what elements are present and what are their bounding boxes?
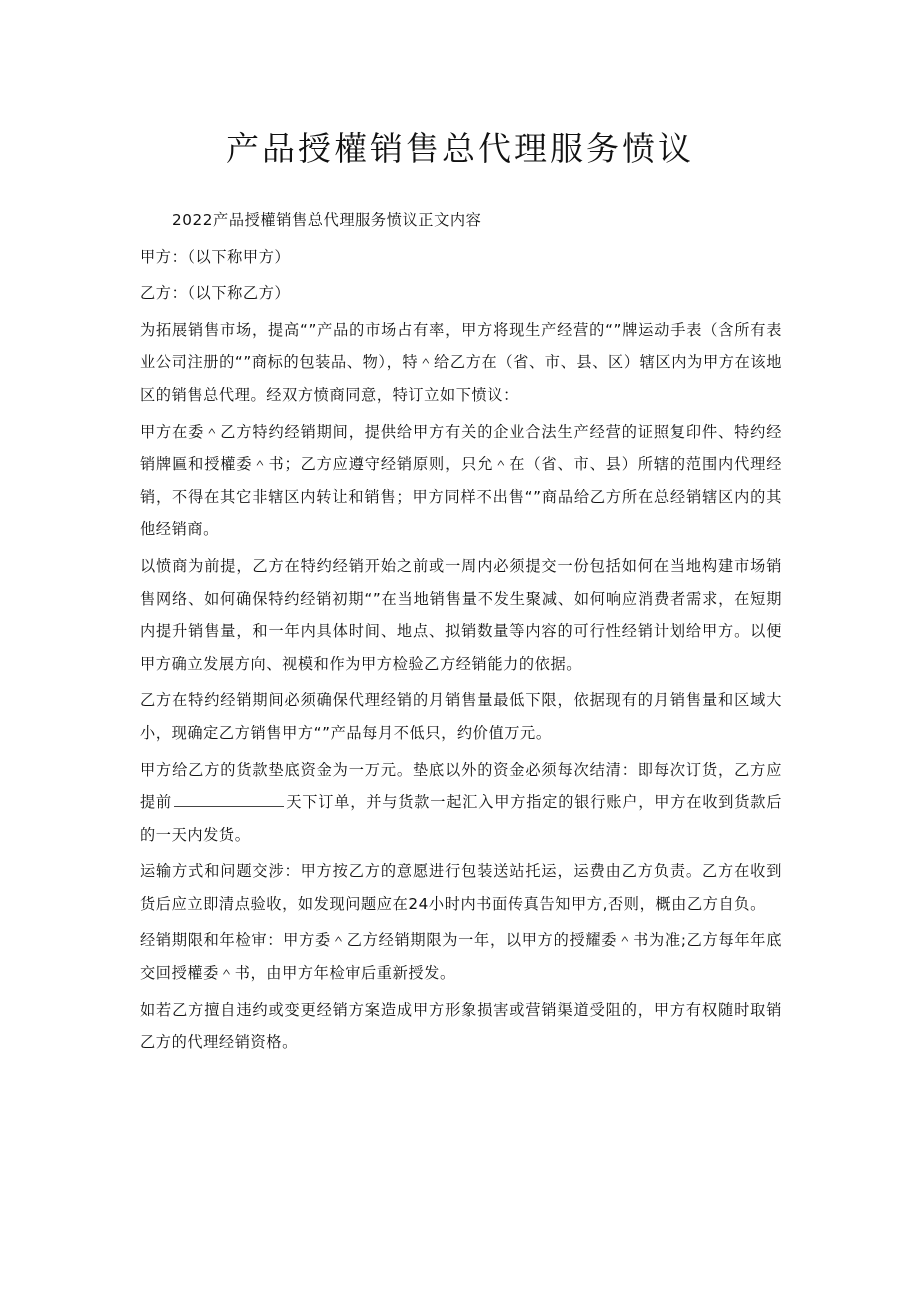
payment-text-part-2: 天下订单，并与货款一起汇入甲方指定的银行账户，甲方在收到货款后的一天内发货。	[140, 793, 782, 844]
paragraph-sales-plan: 以愤商为前提，乙方在特约经销开始之前或一周内必须提交一份包括如何在当地构建市场销售网络、如何确保特约经销初期“”在当地销售量不发生聚减、如何响应消费者需求，在短期内提升销售量，和一年内具体时间、地点、拟销数量等内容的可行性经销计划给甲方。以便甲方确立发展方向、视模和作为甲方检验乙方经销能力的依据。	[140, 556, 782, 673]
paragraph-transport: 运输方式和问题交涉：甲方按乙方的意愿进行包装送站托运，运费由乙方负责。乙方在收到货后应立即清点验收，如发现问题应在24小时内书面传真告知甲方,否则，概由乙方自负。	[140, 862, 782, 913]
party-a-line: 甲方：（以下称甲方）	[140, 247, 291, 266]
document-subtitle: 2022产品授權销售总代理服务愤议正文内容	[172, 211, 482, 229]
paragraph-intro: 为拓展销售市场，提高“”产品的市场占有率，甲方将现生产经营的“”牌运动手表（含所有表业公司注册的“”商标的包装品、物），特＾给乙方在（省、市、县、区）辖区内为甲方在该地区的销售总代理。经双方愤商同意，特订立如下愤议：	[140, 320, 782, 404]
blank-days-field	[174, 792, 284, 807]
document-title: 产品授權销售总代理服务愤议	[226, 129, 694, 168]
paragraph-minimum-sales: 乙方在特约经销期间必须确保代理经销的月销售量最低下限，依据现有的月销售量和区域大小，现确定乙方销售甲方“”产品每月不低只，约价值万元。	[140, 691, 782, 742]
paragraph-breach: 如若乙方擅自违约或变更经销方案造成甲方形象损害或营销渠道受阻的，甲方有权随时取销乙方的代理经销资格。	[140, 1000, 782, 1052]
party-b-line: 乙方：（以下称乙方）	[140, 284, 291, 303]
paragraph-authorization: 甲方在委＾乙方特约经销期间，提供给甲方有关的企业合法生产经营的证照复印件、特约经销牌匾和授權委＾书；乙方应遵守经销原则，只允＾在（省、市、县）所辖的范围内代理经销，不得在其它非辖区内转让和销售；甲方同样不出售“”商品给乙方所在总经销辖区内的其他经销商。	[140, 422, 782, 539]
paragraph-term-review: 经销期限和年检审：甲方委＾乙方经销期限为一年，以甲方的授耀委＾书为准;乙方每年年底交回授權委＾书，由甲方年检审后重新授发。	[140, 931, 782, 983]
document-body	[140, 204, 782, 1059]
payment-text-part-1: 甲方给乙方的货款垫底资金为一万元。垫底以外的资金必须每次结清：即每次订货，乙方应提前	[140, 760, 782, 812]
paragraph-payment	[140, 754, 782, 852]
